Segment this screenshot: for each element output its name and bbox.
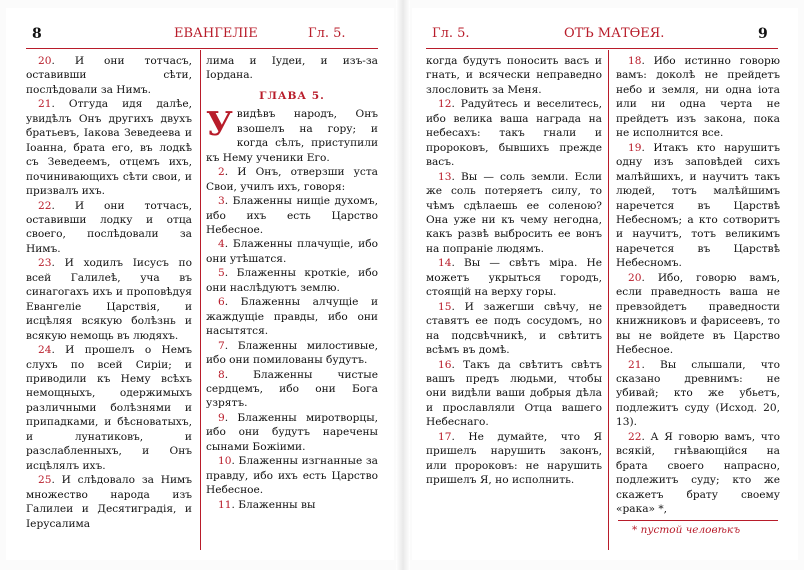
- verse-continuation: когда будутъ поносить васъ и гнать, и всячески неправедно злословить за Меня.: [426, 55, 602, 96]
- verse-number: 24: [38, 344, 52, 357]
- verse-text: . И они тотчасъ, оставивши лодку и отца своего, послѣдовали за Нимъ.: [26, 199, 192, 255]
- right-column-1: [426, 54, 602, 488]
- right-header-rule: [426, 48, 778, 49]
- verse-18: [616, 54, 780, 141]
- verse-number: 20: [628, 271, 642, 284]
- verse-number: 21: [628, 358, 642, 371]
- verse-4: [206, 237, 378, 266]
- verse-25: [26, 473, 192, 531]
- verse-number: 2: [218, 166, 225, 179]
- verse-number: 17: [438, 430, 452, 443]
- left-column-2: [206, 54, 378, 512]
- verse-text: . Блаженны нищіе духомъ, ибо ихъ есть Царство Небесное.: [206, 195, 378, 236]
- verse-number: 10: [218, 455, 232, 468]
- verse-text: . И ходилъ Іисусъ по всей Галилеѣ, уча въ синагогахъ ихъ и проповѣдуя Евангеліе Царствія, и исцѣляя всякую болѣзнь и всякую немощь въ людяхъ.: [26, 257, 192, 342]
- right-chapter-label: Гл. 5.: [432, 26, 470, 41]
- verse-text: . Такъ да свѣтитъ свѣтъ вашъ предъ людьми, чтобы они видѣли ваши добрыя дѣла и прославляли Отца вашего Небеснаго.: [426, 358, 602, 429]
- footnote: * пустой человѣкъ: [632, 524, 741, 536]
- verse-14: [426, 256, 602, 299]
- verse-text: . Вы — свѣтъ міра. Не можетъ укрыться городъ, стоящій на верху горы.: [426, 257, 602, 299]
- verse-7: [206, 339, 378, 368]
- verse-number: 15: [438, 300, 452, 313]
- verse-21: [26, 97, 192, 198]
- verse-21: [616, 358, 780, 430]
- verse-text: . Блаженны кроткіе, ибо они наслѣдуютъ землю.: [206, 267, 378, 294]
- verse-number: 11: [218, 498, 232, 511]
- verse-13: [426, 170, 602, 257]
- left-page-header: [6, 26, 394, 46]
- verse-continuation: лима и Іудеи, и изъ-за Іордана.: [206, 55, 378, 82]
- right-page-header: [412, 26, 798, 46]
- verse-text: . Блаженны миротворцы, ибо они будутъ наречены сынами Божіими.: [206, 411, 378, 453]
- verse-12: [426, 97, 602, 169]
- verse-number: 22: [628, 430, 642, 443]
- verse-text: . Радуйтесь и веселитесь, ибо велика ваша награда на небесахъ: такъ гнали и пророковъ, бывшихъ прежде васъ.: [426, 98, 602, 169]
- verse-text: . Блаженны вы: [231, 498, 316, 511]
- verse-number: 23: [38, 257, 52, 270]
- verse-11: [206, 498, 378, 512]
- verse-number: 20: [38, 55, 52, 67]
- verse-23: [26, 256, 192, 343]
- verse-number: 5: [218, 267, 225, 280]
- verse-1: [206, 104, 378, 165]
- left-running-title: ЕВАНГЕЛІЕ: [174, 26, 258, 41]
- verse-text: . Блаженны милостивые, ибо они помилованы будутъ.: [206, 339, 378, 367]
- verse-20: [26, 54, 192, 97]
- verse-19: [616, 141, 780, 271]
- verse-10: [206, 454, 378, 497]
- left-column-1: [26, 54, 192, 531]
- verse-number: 12: [438, 98, 452, 111]
- verse-number: 16: [438, 358, 452, 371]
- left-page: [6, 8, 394, 560]
- verse-text: . Не думайте, что Я пришелъ нарушить законъ, или пророковъ: не нарушить пришелъ Я, но исполнить.: [426, 430, 602, 487]
- verse-15: [426, 300, 602, 358]
- verse-2: [206, 165, 378, 194]
- verse-number: 3: [218, 195, 225, 208]
- verse-text: видѣвъ народъ, Онъ взошелъ на гору; и когда сѣлъ, приступили къ Нему ученики Его.: [206, 108, 378, 164]
- verse-text: . Блаженны изгнанные за правду, ибо ихъ есть Царство Небесное.: [206, 455, 378, 497]
- verse-3: [206, 194, 378, 237]
- left-column-2-verses: [206, 165, 378, 512]
- verse-text: . Итакъ кто нарушитъ одну изъ заповѣдей сихъ малѣйшихъ, и научитъ такъ людей, тотъ малѣйшимъ наречется въ Царствѣ Небесномъ; а кто сотворитъ и научитъ, тотъ великимъ наречется въ Царствѣ Небесномъ.: [616, 141, 780, 270]
- left-page-number: 8: [32, 26, 42, 42]
- verse-5: [206, 266, 378, 295]
- verse-text: . Ибо истинно говорю вамъ: доколѣ не прейдетъ небо и земля, ни одна іота или ни одна черта не прейдетъ изъ закона, пока не исполнится все.: [616, 55, 780, 140]
- right-column-1-verses: [426, 97, 602, 487]
- verse-number: 4: [218, 238, 225, 251]
- verse-number: 25: [38, 474, 52, 487]
- chapter-heading: ГЛАВА 5.: [259, 89, 325, 102]
- drop-cap: У: [206, 104, 233, 144]
- verse-text: . Вы — соль земли. Если же соль потеряетъ силу, то чѣмъ сдѣлаешь ее соленою? Она уже ни къ чему негодна, какъ развѣ выбросить ее вонъ на попраніе людямъ.: [426, 170, 602, 255]
- verse-22: [26, 199, 192, 257]
- verse-text: . Отгуда идя далѣе, увидѣлъ Онъ другихъ двухъ братьевъ, Іакова Зеведеева и Іоанна, брата его, въ лодкѣ съ Зеведеемъ, отцемъ ихъ, починивающихъ сѣти свои, и призвалъ ихъ.: [26, 98, 192, 198]
- right-running-title: ОТЪ МАТѲЕЯ.: [564, 26, 665, 41]
- verse-text: . Блаженны чистые сердцемъ, ибо они Бога узрятъ.: [206, 368, 378, 410]
- book-gutter: [396, 0, 410, 570]
- left-column-divider: [200, 50, 201, 550]
- verse-number: 22: [38, 199, 52, 212]
- verse-text: . Блаженны алчущіе и жаждущіе правды, ибо они насытятся.: [206, 296, 378, 338]
- verse-24: [26, 343, 192, 473]
- verse-text: . Блаженны плачущіе, ибо они утѣшатся.: [206, 238, 378, 265]
- verse-16: [426, 358, 602, 430]
- verse-text: . Ибо, говорю вамъ, если праведность ваша не превзойдетъ праведности книжниковъ и фарисеевъ, то вы не войдете въ Царство Небесное.: [616, 271, 780, 357]
- verse-6: [206, 295, 378, 338]
- verse-number: 8: [218, 368, 225, 381]
- left-chapter-label: Гл. 5.: [308, 26, 346, 41]
- verse-number: 14: [438, 257, 452, 270]
- verse-number: 19: [628, 141, 642, 154]
- verse-number: 9: [218, 411, 225, 424]
- verse-text: . И они тотчасъ, оставивши сѣти, послѣдовали за Нимъ.: [26, 55, 192, 96]
- verse-22: [616, 430, 780, 517]
- verse-17: [426, 430, 602, 488]
- right-column-2: [616, 54, 780, 517]
- verse-number: 6: [218, 296, 225, 309]
- verse-text: . И слѣдовало за Нимъ множество народа изъ Галилеи и Десятиградія, и Іерусалима: [26, 474, 192, 530]
- verse-number: 13: [438, 170, 452, 183]
- verse-number: 18: [628, 55, 642, 67]
- footnote-rule: [618, 520, 778, 521]
- verse-8: [206, 368, 378, 411]
- verse-number: 21: [38, 98, 52, 111]
- right-page-number: 9: [758, 26, 768, 42]
- right-column-divider: [608, 50, 609, 550]
- verse-text: . А Я говорю вамъ, что всякій, гнѣвающійся на брата своего напрасно, подлежитъ суду; кто же скажетъ брату своему «рака» *,: [616, 430, 780, 516]
- verse-20: [616, 271, 780, 358]
- verse-text: . И Онъ, отверзши уста Свои, училъ ихъ, говоря:: [206, 166, 378, 193]
- left-header-rule: [26, 48, 378, 49]
- verse-number: 7: [218, 339, 225, 352]
- right-page: [412, 8, 798, 560]
- verse-text: . И зажегши свѣчу, не ставятъ ее подъ сосудомъ, но на подсвѣчникѣ, и свѣтитъ всѣмъ въ домѣ.: [426, 300, 602, 357]
- verse-9: [206, 411, 378, 454]
- verse-text: . Вы слышали, что сказано древнимъ: не убивай; кто же убьетъ, подлежитъ суду (Исход. 20, 13).: [616, 358, 780, 429]
- verse-text: . И прошелъ о Немъ слухъ по всей Сиріи; и приводили къ Нему всѣхъ немощныхъ, одержимыхъ различными болѣзнями и припадками, и бѣсноватыхъ, и лунатиковъ, и разслабленныхъ, и Онъ исцѣлялъ ихъ.: [26, 344, 192, 472]
